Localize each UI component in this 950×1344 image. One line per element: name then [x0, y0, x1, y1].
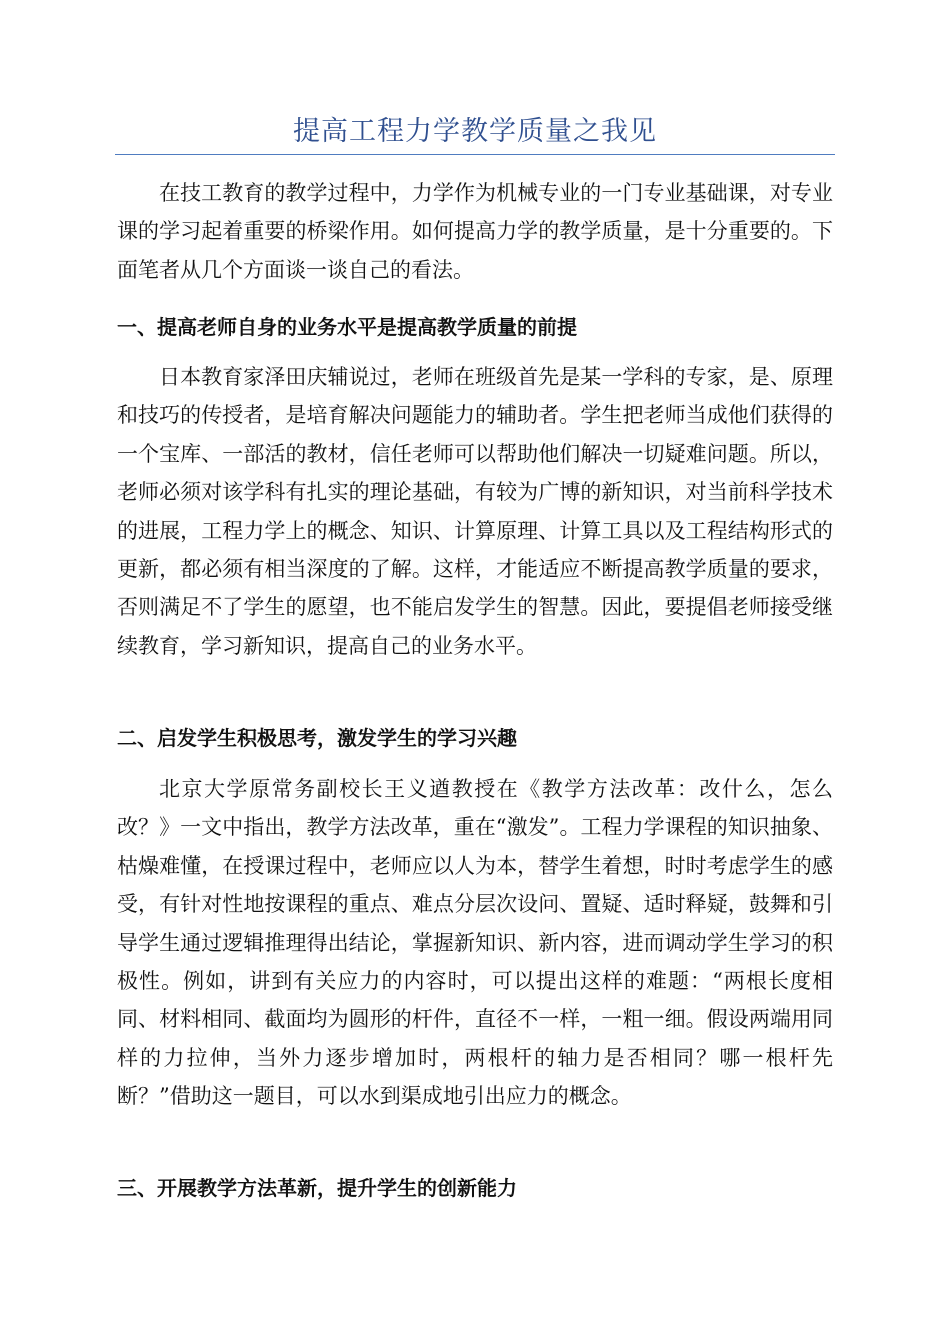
section-2-heading: 二、启发学生积极思考，激发学生的学习兴趣: [117, 726, 517, 750]
section-3-heading: 三、开展教学方法革新，提升学生的创新能力: [117, 1176, 517, 1200]
section-1-paragraph: 日本教育家泽田庆辅说过，老师在班级首先是某一学科的专家，是、原理和技巧的传授者，是培育解决问题能力的辅助者。学生把老师当成他们获得的一个宝库、一部活的教材，信任老师可以帮助他们解决一切疑难问题。所以，老师必须对该学科有扎实的理论基础，有较为广博的新知识，对当前科学技术的进展，工程力学上的概念、知识、计算原理、计算工具以及工程结构形式的更新，都必须有相当深度的了解。这样，才能适应不断提高教学质量的要求，否则满足不了学生的愿望，也不能启发学生的智慧。因此，要提倡老师接受继续教育，学习新知识，提高自己的业务水平。: [117, 365, 833, 658]
intro-paragraph: 在技工教育的教学过程中，力学作为机械专业的一门专业基础课，对专业课的学习起着重要的桥梁作用。如何提高力学的教学质量，是十分重要的。下面笔者从几个方面谈一谈自己的看法。: [117, 181, 833, 282]
document-title: 提高工程力学教学质量之我见: [293, 116, 657, 147]
section-1-heading: 一、提高老师自身的业务水平是提高教学质量的前提: [117, 315, 577, 339]
section-2-paragraph: 北京大学原常务副校长王义遒教授在《教学方法改革：改什么，怎么改？》一文中指出，教学方法改革，重在“激发”。工程力学课程的知识抽象、枯燥难懂，在授课过程中，老师应以人为本，替学生着想，时时考虑学生的感受，有针对性地按课程的重点、难点分层次设问、置疑、适时释疑，鼓舞和引导学生通过逻辑推理得出结论，掌握新知识、新内容，进而调动学生学习的积极性。例如，讲到有关应力的内容时，可以提出这样的难题：“两根长度相同、材料相同、截面均为圆形的杆件，直径不一样，一粗一细。假设两端用同样的力拉伸，当外力逐步增加时，两根杆的轴力是否相同？哪一根杆先断？”借助这一题目，可以水到渠成地引出应力的概念。: [117, 777, 833, 1109]
title-underline: [115, 154, 835, 155]
